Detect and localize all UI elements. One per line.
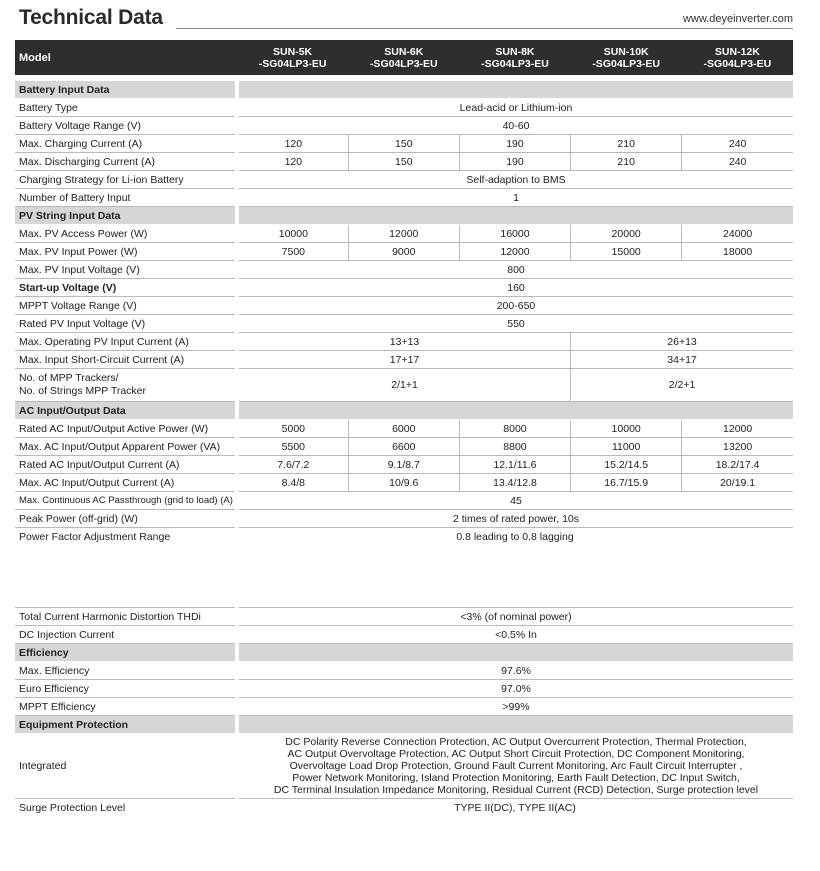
row-label: Euro Efficiency: [15, 680, 237, 698]
table-row: [15, 438, 793, 456]
row-value: 13+13: [237, 333, 571, 351]
row-value: 8800: [459, 438, 570, 456]
section-title: Equipment Protection: [15, 716, 237, 734]
row-label: MPPT Voltage Range (V): [15, 297, 237, 315]
row-value: 26+13: [571, 333, 793, 351]
row-label: Total Current Harmonic Distortion THDi: [15, 608, 237, 626]
title-rule: [176, 28, 793, 29]
row-value: 12000: [682, 420, 793, 438]
row-label: Integrated: [15, 734, 237, 799]
row-value: 210: [571, 135, 682, 153]
row-value: 200-650: [237, 297, 793, 315]
row-value: 34+17: [571, 351, 793, 369]
row-value: 150: [348, 153, 459, 171]
row-value: 15000: [571, 243, 682, 261]
row-value: 190: [459, 153, 570, 171]
table-row: [15, 474, 793, 492]
row-value: 13200: [682, 438, 793, 456]
website-url: www.deyeinverter.com: [682, 13, 793, 25]
row-value: 17+17: [237, 351, 571, 369]
row-value: 10000: [571, 420, 682, 438]
row-value: 10000: [237, 225, 348, 243]
row-label: Surge Protection Level: [19, 801, 126, 814]
protection-line: Power Network Monitoring, Island Protection Monitoring, Earth Fault Detection, DC Input Switch,: [292, 772, 740, 784]
table-row: [15, 662, 793, 680]
row-label: Max. Discharging Current (A): [15, 153, 237, 171]
protection-line: DC Terminal Insulation Impedance Monitoring, Residual Current (RCD) Detection, Surge protection level: [273, 784, 759, 796]
row-label: Start-up Voltage (V): [15, 279, 237, 297]
row-value: 550: [237, 315, 793, 333]
row-label: Peak Power (off-grid) (W): [15, 510, 237, 528]
table-row: [15, 225, 793, 243]
row-value: 120: [237, 135, 348, 153]
row-value: 9.1/8.7: [348, 456, 459, 474]
table-row: [15, 420, 793, 438]
table-row: [15, 117, 793, 135]
row-label: [15, 369, 237, 402]
row-value: 8000: [459, 420, 570, 438]
row-value: Self-adaption to BMS: [237, 171, 793, 189]
row-label: Max. PV Input Power (W): [15, 243, 237, 261]
row-label: Max. PV Access Power (W): [15, 225, 237, 243]
table-row: [15, 99, 793, 117]
technical-data-table: [15, 40, 793, 816]
row-value: 15.2/14.5: [571, 456, 682, 474]
blank-gap: [15, 545, 793, 608]
table-row: [15, 135, 793, 153]
model-name: SUN-12K -SG04LP3-EU: [682, 40, 793, 75]
protection-line: DC Polarity Reverse Connection Protection, AC Output Overcurrent Protection, Thermal Protection,: [285, 736, 747, 748]
row-value: 18.2/17.4: [682, 456, 793, 474]
row-label: Rated PV Input Voltage (V): [15, 315, 237, 333]
model-header-row: [15, 40, 793, 75]
table-row: [15, 351, 793, 369]
row-value: 16000: [459, 225, 570, 243]
row-label: Max. AC Input/Output Current (A): [15, 474, 237, 492]
row-value: 160: [237, 279, 793, 297]
row-value: 2/2+1: [571, 369, 793, 402]
page-title: Technical Data: [19, 6, 163, 29]
section-title: PV String Input Data: [15, 207, 237, 225]
table-row: [15, 333, 793, 351]
row-value: 40-60: [237, 117, 793, 135]
row-label: DC Injection Current: [15, 626, 237, 644]
row-value: 97.6%: [237, 662, 793, 680]
row-label: Charging Strategy for Li-ion Battery: [15, 171, 237, 189]
table-row: [15, 680, 793, 698]
row-label: Battery Voltage Range (V): [15, 117, 237, 135]
model-label: Model: [15, 40, 237, 75]
section-header: [15, 716, 793, 734]
row-value: 45: [237, 492, 793, 510]
model-name: SUN-8K -SG04LP3-EU: [459, 40, 570, 75]
row-value: 24000: [682, 225, 793, 243]
row-value: 97.0%: [237, 680, 793, 698]
row-value: >99%: [237, 698, 793, 716]
row-label: MPPT Efficiency: [15, 698, 237, 716]
model-name: SUN-10K -SG04LP3-EU: [571, 40, 682, 75]
row-value: 5500: [237, 438, 348, 456]
table-row: [15, 243, 793, 261]
row-label: Max. Input Short-Circuit Current (A): [15, 351, 237, 369]
model-name: SUN-5K -SG04LP3-EU: [237, 40, 348, 75]
table-row: [15, 189, 793, 207]
row-value: 800: [237, 261, 793, 279]
row-value: 9000: [348, 243, 459, 261]
row-value: 190: [459, 135, 570, 153]
row-value: 150: [348, 135, 459, 153]
table-row: [15, 734, 793, 799]
row-label: Max. AC Input/Output Apparent Power (VA): [15, 438, 237, 456]
table-row: [15, 171, 793, 189]
row-value: 20000: [571, 225, 682, 243]
row-value: 6000: [348, 420, 459, 438]
row-value: 7500: [237, 243, 348, 261]
row-value: 7.6/7.2: [237, 456, 348, 474]
row-value: 11000: [571, 438, 682, 456]
row-value: 8.4/8: [237, 474, 348, 492]
table-row: [15, 626, 793, 644]
row-label: Max. Efficiency: [15, 662, 237, 680]
section-title: Battery Input Data: [15, 81, 237, 99]
section-title: AC Input/Output Data: [15, 402, 237, 420]
table-row: [15, 153, 793, 171]
row-label: Rated AC Input/Output Current (A): [15, 456, 237, 474]
row-value: 10/9.6: [348, 474, 459, 492]
section-header: [15, 644, 793, 662]
table-row: [15, 456, 793, 474]
row-value: 240: [682, 153, 793, 171]
row-value: 6600: [348, 438, 459, 456]
row-value: 12.1/11.6: [459, 456, 570, 474]
row-label-line: No. of Strings MPP Tracker: [19, 385, 147, 397]
row-label: Max. PV Input Voltage (V): [15, 261, 237, 279]
row-value: TYPE II(DC), TYPE II(AC): [454, 801, 576, 814]
table-row: [15, 528, 793, 546]
row-value: 2/1+1: [237, 369, 571, 402]
section-title: Efficiency: [15, 644, 237, 662]
row-value: 120: [237, 153, 348, 171]
table-row: [15, 492, 793, 510]
table-row: [15, 297, 793, 315]
row-value: 20/19.1: [682, 474, 793, 492]
row-value: [237, 734, 793, 799]
row-value: 12000: [348, 225, 459, 243]
model-name: SUN-6K -SG04LP3-EU: [348, 40, 459, 75]
row-label: Max. Continuous AC Passthrough (grid to load) (A): [15, 492, 237, 510]
table-row: [15, 315, 793, 333]
row-label: Number of Battery Input: [15, 189, 237, 207]
table-row: [15, 261, 793, 279]
table-row: [15, 510, 793, 528]
row-value: 16.7/15.9: [571, 474, 682, 492]
protection-line: AC Output Overvoltage Protection, AC Output Short Circuit Protection, DC Component Monitoring,: [287, 748, 745, 760]
row-label: Max. Charging Current (A): [15, 135, 237, 153]
row-value: 13.4/12.8: [459, 474, 570, 492]
protection-line: Overvoltage Load Drop Protection, Ground Fault Current Monitoring, Arc Fault Circuit Interrupter ,: [289, 760, 743, 772]
row-value: 210: [571, 153, 682, 171]
row-value: 0.8 leading to 0.8 lagging: [456, 530, 574, 543]
table-row: [15, 608, 793, 626]
row-value: 1: [237, 189, 793, 207]
row-label: Max. Operating PV Input Current (A): [15, 333, 237, 351]
table-row: [15, 698, 793, 716]
row-value: 240: [682, 135, 793, 153]
section-header: [15, 207, 793, 225]
row-value: 5000: [237, 420, 348, 438]
table-row: [15, 369, 793, 402]
table-row: [15, 799, 793, 817]
table-row: [15, 279, 793, 297]
row-value: 2 times of rated power, 10s: [237, 510, 793, 528]
row-value: <3% (of nominal power): [237, 608, 793, 626]
row-label: Rated AC Input/Output Active Power (W): [15, 420, 237, 438]
section-header: [15, 81, 793, 99]
row-value: 18000: [682, 243, 793, 261]
row-label: Battery Type: [15, 99, 237, 117]
row-label: Power Factor Adjustment Range: [19, 530, 171, 543]
row-value: <0.5% In: [237, 626, 793, 644]
row-value: Lead-acid or Lithium-ion: [237, 99, 793, 117]
row-label-line: No. of MPP Trackers/: [19, 372, 119, 384]
section-header: [15, 402, 793, 420]
row-value: 12000: [459, 243, 570, 261]
